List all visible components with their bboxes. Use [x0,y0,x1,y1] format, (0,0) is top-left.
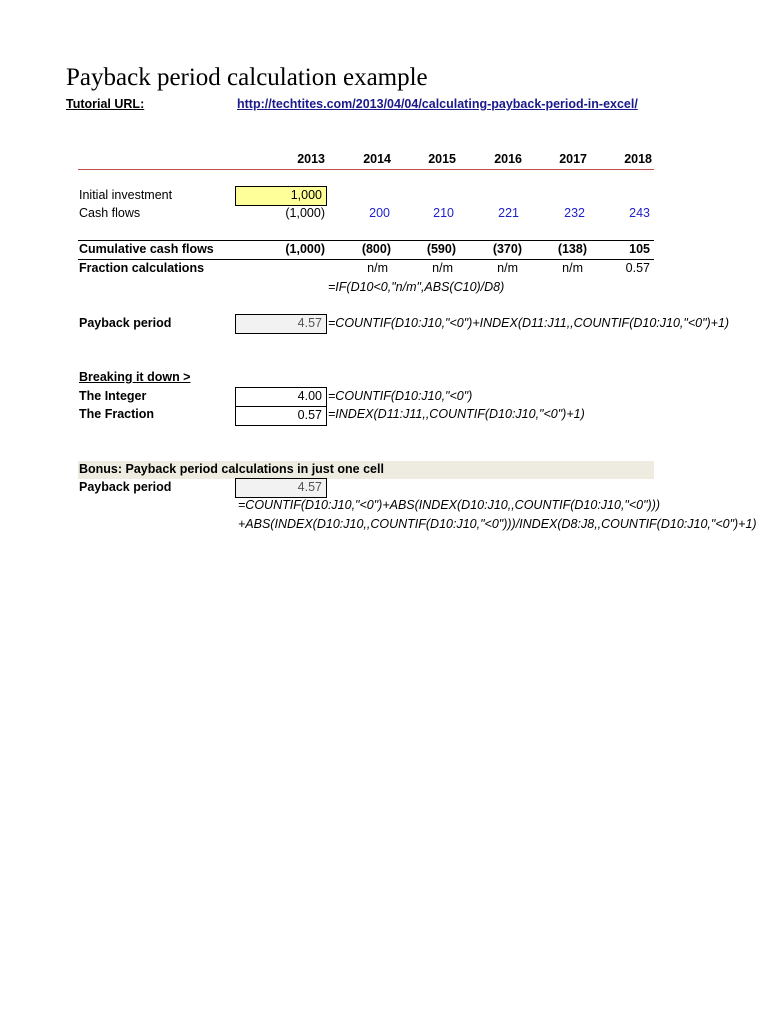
integer-cell[interactable]: 4.00 [235,387,327,407]
integer-formula-note: =COUNTIF(D10:J10,"<0") [328,389,473,403]
tutorial-label: Tutorial URL: [66,97,145,111]
cash-flows-label: Cash flows [79,206,141,220]
payback-label: Payback period [79,316,172,330]
cumulative-cell[interactable]: (1,000) [285,242,325,256]
initial-investment-input[interactable]: 1,000 [235,186,327,206]
bonus-payback-output[interactable]: 4.57 [235,478,327,498]
page-title: Payback period calculation example [66,64,428,91]
cumulative-cell[interactable]: (590) [426,242,456,256]
initial-investment-label: Initial investment [79,188,173,202]
cash-flow-cell[interactable]: 232 [564,206,585,220]
fraction-cell[interactable]: n/m [432,261,453,275]
cash-flow-cell[interactable]: 243 [629,206,650,220]
cash-flow-cell[interactable]: 210 [433,206,454,220]
cumulative-cell[interactable]: (138) [557,242,587,256]
payback-formula-note: =COUNTIF(D10:J10,"<0")+INDEX(D11:J11,,COUNTIF(D10:J10,"<0")+1) [328,316,730,330]
tutorial-link[interactable]: http://techtites.com/2013/04/04/calculating-payback-period-in-excel/ [237,97,638,111]
cumulative-bottom-rule [78,259,654,260]
fraction-calc-label: Fraction calculations [79,261,205,275]
bonus-payback-label: Payback period [79,480,172,494]
cash-flow-cell[interactable]: 200 [369,206,390,220]
year-header: 2017 [559,152,587,166]
fraction-cell[interactable]: n/m [367,261,388,275]
header-rule [78,169,654,170]
fraction-label: The Fraction [79,407,155,421]
fraction-formula: =INDEX(D11:J11,,COUNTIF(D10:J10,"<0")+1) [328,407,585,421]
cumulative-cell[interactable]: 105 [629,242,650,256]
payback-output[interactable]: 4.57 [235,314,327,334]
cash-flow-cell[interactable]: (1,000) [285,206,325,220]
cumulative-cell[interactable]: (800) [361,242,391,256]
year-header: 2014 [363,152,391,166]
fraction-cell[interactable]: n/m [562,261,583,275]
year-header: 2015 [428,152,456,166]
breakdown-heading: Breaking it down > [79,370,191,384]
year-header: 2018 [624,152,652,166]
cash-flow-cell[interactable]: 221 [498,206,519,220]
fraction-cell-result[interactable]: 0.57 [235,406,327,426]
cumulative-cell[interactable]: (370) [492,242,522,256]
year-header: 2013 [297,152,325,166]
bonus-heading: Bonus: Payback period calculations in just one cell [79,462,384,476]
integer-label: The Integer [79,389,147,403]
year-header: 2016 [494,152,522,166]
cumulative-label: Cumulative cash flows [79,242,214,256]
fraction-cell[interactable]: 0.57 [625,261,650,275]
bonus-formula-line2: +ABS(INDEX(D10:J10,,COUNTIF(D10:J10,"<0")))/INDEX(D8:J8,,COUNTIF(D10:J10,"<0")+1) [238,517,757,531]
cumulative-top-rule [78,240,654,241]
fraction-cell[interactable]: n/m [497,261,518,275]
bonus-formula-line1: =COUNTIF(D10:J10,"<0")+ABS(INDEX(D10:J10,,COUNTIF(D10:J10,"<0"))) [238,498,661,512]
fraction-formula-note: =IF(D10<0,"n/m",ABS(C10)/D8) [328,280,505,294]
